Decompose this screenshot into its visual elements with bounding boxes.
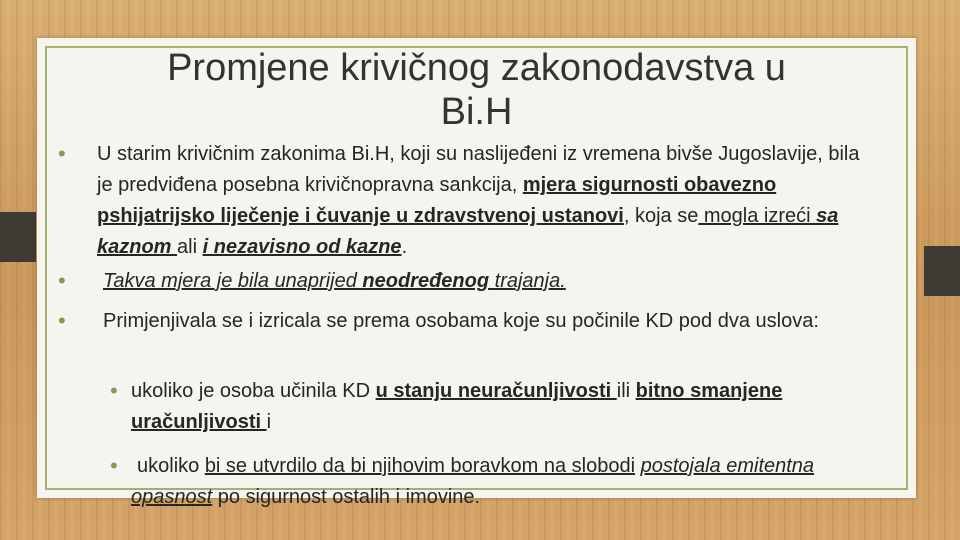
bullet-icon: • xyxy=(110,378,118,403)
sub-bullet-2 xyxy=(110,451,870,513)
bullet-icon: • xyxy=(58,308,66,333)
bullet-3 xyxy=(60,306,880,337)
sub-bullet-2-text: ukoliko bi se utvrdilo da bi njihovim boravkom na slobodi postojala emitentna opasnost po sigurnost ostalih i imovine. xyxy=(131,455,815,508)
bullet-1 xyxy=(60,139,880,263)
bullet-2-text: Takva mjera je bila unaprijed neodređenog trajanja. xyxy=(103,270,566,292)
bullet-icon: • xyxy=(110,453,118,478)
bullet-3-text: Primjenjivala se i izricala se prema osobama koje su počinile KD pod dva uslova: xyxy=(103,310,819,332)
bullet-icon: • xyxy=(58,268,66,293)
bullet-icon: • xyxy=(58,141,66,166)
bullet-1-text: U starim krivičnim zakonima Bi.H, koji su naslijeđeni iz vremena bivše Jugoslavije, bila je predviđena posebna krivičnopravna sankcija, mjera sigurnosti obavezno pshijatrijsko liječenje i čuvanje u zdravstvenoj ustanovi, koja se mogla izreći sa kaznom ali i nezavisno od kazne. xyxy=(97,143,860,258)
sub-bullet-1 xyxy=(110,376,870,438)
decorative-block-right xyxy=(924,246,960,296)
decorative-block-left xyxy=(0,212,36,262)
sub-bullet-1-text: ukoliko je osoba učinila KD u stanju neuračunljivosti ili bitno smanjene uračunljivosti i xyxy=(131,380,783,433)
slide-title: Promjene krivičnog zakonodavstva u Bi.H xyxy=(167,47,786,133)
bullet-2 xyxy=(60,266,880,297)
